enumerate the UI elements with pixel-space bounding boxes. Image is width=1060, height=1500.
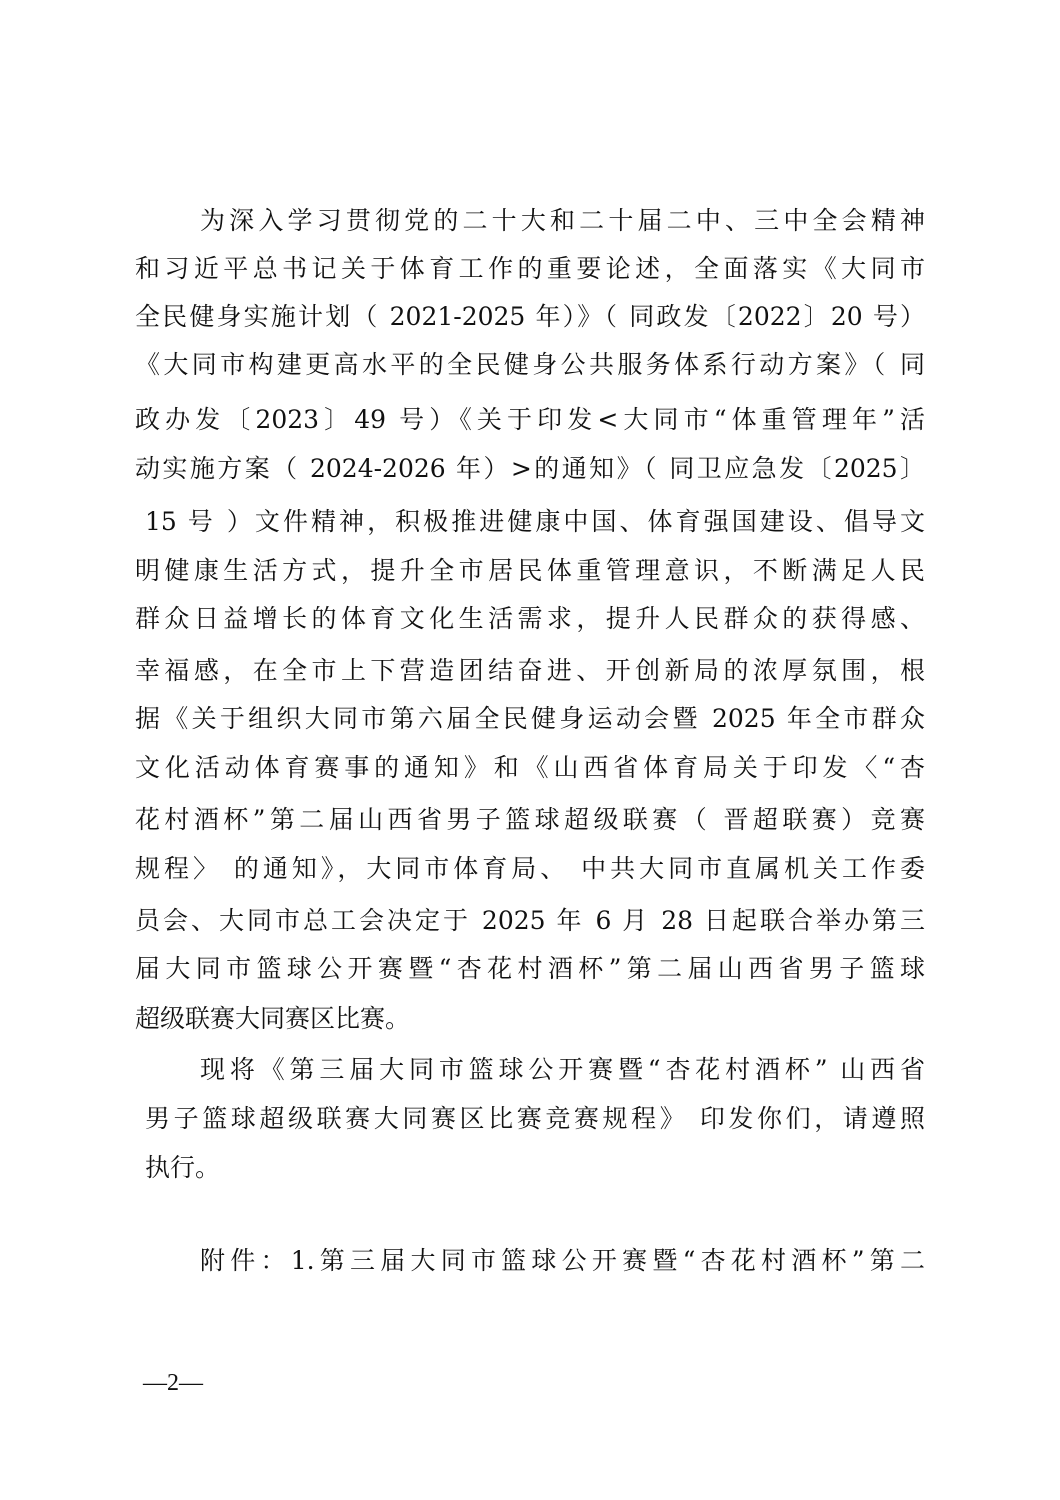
text-line: 15 号 ）文件精神，积极推进健康中国、体育强国建设、倡导文 xyxy=(145,507,925,536)
text-line: 为深入学习贯彻党的二十大和二十届二中、三中全会精神 xyxy=(200,206,925,235)
text-line: 动实施方案（ 2024-2026 年）>的通知》（ 同卫应急发〔2025〕 xyxy=(135,454,925,483)
text-line: 现将《第三届大同市篮球公开赛暨“杏花村酒杯” 山西省 xyxy=(200,1055,925,1084)
text-line: 《大同市构建更高水平的全民健身公共服务体系行动方案》（ 同 xyxy=(135,350,925,379)
text-line: 全民健身实施计划（ 2021-2025 年）》（ 同政发〔2022〕20 号） xyxy=(135,302,925,331)
text-line: 花村酒杯”第二届山西省男子篮球超级联赛（ 晋超联赛）竞赛 xyxy=(135,805,925,834)
text-line: 男子篮球超级联赛大同赛区比赛竞赛规程》 印发你们，请遵照 xyxy=(145,1104,925,1133)
text-line: 执行。 xyxy=(145,1153,221,1182)
page-number: —2— xyxy=(143,1370,203,1396)
text-line: 明健康生活方式，提升全市居民体重管理意识，不断满足人民 xyxy=(135,556,925,585)
text-line: 群众日益增长的体育文化生活需求，提升人民群众的获得感、 xyxy=(135,604,925,633)
text-line: 超级联赛大同赛区比赛。 xyxy=(135,1004,411,1033)
text-line: 员会、大同市总工会决定于 2025 年 6 月 28 日起联合举办第三 xyxy=(135,906,925,935)
text-line: 幸福感，在全市上下营造团结奋进、开创新局的浓厚氛围，根 xyxy=(135,656,925,685)
text-line: 政办发〔2023〕49 号）《关于印发<大同市“体重管理年”活 xyxy=(135,405,925,434)
text-line: 据《关于组织大同市第六届全民健身运动会暨 2025 年全市群众 xyxy=(135,704,925,733)
text-line: 届大同市篮球公开赛暨“杏花村酒杯”第二届山西省男子篮球 xyxy=(135,954,925,983)
text-line: 和习近平总书记关于体育工作的重要论述，全面落实《大同市 xyxy=(135,254,925,283)
text-line: 规程〉 的通知》，大同市体育局、 中共大同市直属机关工作委 xyxy=(135,854,925,883)
attachment-line: 附件：1.第三届大同市篮球公开赛暨“杏花村酒杯”第二 xyxy=(200,1246,925,1275)
text-line: 文化活动体育赛事的通知》和《山西省体育局关于印发〈“杏 xyxy=(135,753,925,782)
